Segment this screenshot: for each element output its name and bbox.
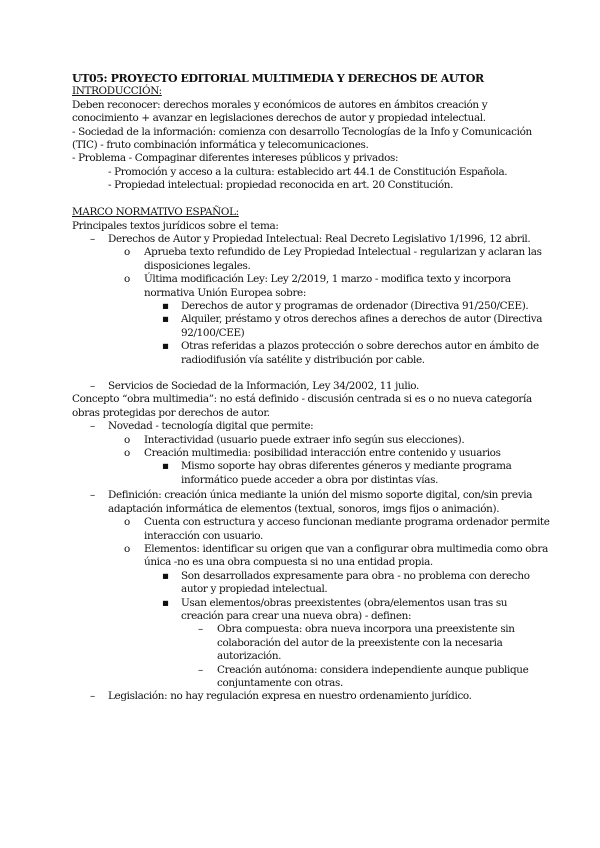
list-item-text: Novedad - tecnología digital que permite: <box>108 420 314 433</box>
list-item-text: Otras referidas a plazos protección o sobre derechos autor en ámbito de radiodifusión vía satélite y distribución por cable. <box>181 340 539 366</box>
list-item-text: Cuenta con estructura y acceso funcionan mediante programa ordenador permite interacción con usuario. <box>144 516 550 542</box>
list-item <box>72 300 552 313</box>
list-item <box>72 233 552 246</box>
list-item-text: Creación multimedia: posibilidad interacción entre contenido y usuarios <box>144 447 501 460</box>
square-bullet: ▪ <box>162 596 169 609</box>
list-item-text: Legislación: no hay regulación expresa en nuestro ordenamiento jurídico. <box>108 690 472 703</box>
list-item <box>72 664 552 691</box>
circle-bullet: o <box>124 433 130 446</box>
list-item <box>72 460 552 487</box>
list-item <box>72 313 552 340</box>
intro-line: - Sociedad de la información: comienza con desarrollo Tecnologías de la Info y Comunicación <box>72 125 532 138</box>
marco-intro: Principales textos jurídicos sobre el tema: <box>72 219 279 232</box>
circle-bullet: o <box>124 273 130 286</box>
intro-subline: - Promoción y acceso a la cultura: establecido art 44.1 de Constitución Española. <box>108 165 508 178</box>
list-item-text: Interactividad (usuario puede extraer info según sus elecciones). <box>144 433 465 446</box>
list-item <box>72 434 552 447</box>
list-item <box>72 690 552 703</box>
list-item <box>72 489 552 516</box>
square-bullet: ▪ <box>162 300 169 312</box>
list-item-text: Creación autónoma: considera independiente aunque publique conjuntamente con otras. <box>217 663 529 689</box>
circle-bullet: o <box>124 246 130 259</box>
list-item <box>72 273 552 300</box>
list-item <box>72 420 552 433</box>
square-bullet: ▪ <box>162 569 169 582</box>
list-item <box>72 516 552 543</box>
list-item-text: Aprueba texto refundido de Ley Propiedad Intelectual - regularizan y aclaran las disposiciones legales. <box>144 246 542 272</box>
list-item-text: Servicios de Sociedad de la Información, Ley 34/2002, 11 julio. <box>108 380 419 393</box>
list-item <box>72 543 552 570</box>
page-title: UT05: PROYECTO EDITORIAL MULTIMEDIA Y DERECHOS DE AUTOR <box>72 72 484 85</box>
intro-line: conocimiento + avanzar en legislaciones derechos de autor y propiedad intelectual. <box>72 112 486 125</box>
list-item-text: Son desarrollados expresamente para obra - no problema con derecho autor y propiedad intelectual. <box>181 569 530 596</box>
list-item-text: Última modificación Ley: Ley 2/2019, 1 marzo - modifica texto y incorpora normativa Unión Europea sobre: <box>144 273 511 299</box>
dash-bullet: – <box>90 232 95 245</box>
square-bullet: ▪ <box>162 313 169 326</box>
intro-subline: - Propiedad intelectual: propiedad reconocida en art. 20 Constitución. <box>108 179 454 192</box>
intro-line: - Problema - Compaginar diferentes intereses públicos y privados: <box>72 152 399 165</box>
dash-bullet: – <box>90 690 95 703</box>
list-item-text: Usan elementos/obras preexistentes (obra/elementos usan tras su creación para crear una nueva obra) - definen: <box>181 596 508 622</box>
dash-bullet: – <box>90 380 95 393</box>
concepto-line: Concepto “obra multimedia”: no está definido - discusión centrada si es o no nueva categoría obras protegidas por derechos de autor. <box>72 393 532 419</box>
marco-heading: MARCO NORMATIVO ESPAÑOL: <box>72 206 239 219</box>
list-item-text: Derechos de autor y programas de ordenador (Directiva 91/250/CEE). <box>181 300 529 312</box>
list-item <box>72 380 552 393</box>
dash-bullet: – <box>90 489 95 502</box>
list-item <box>72 340 552 367</box>
list-item <box>72 597 552 624</box>
dash-bullet: – <box>198 623 203 636</box>
dash-bullet: – <box>90 420 95 433</box>
list-item <box>72 570 552 597</box>
list-item-text: Obra compuesta: obra nueva incorpora una preexistente sin colaboración del autor de la preexistente con la necesaria autorización. <box>217 623 515 663</box>
list-item-text: Derechos de Autor y Propiedad Intelectual: Real Decreto Legislativo 1/1996, 12 abril. <box>108 232 531 245</box>
list-item <box>72 623 552 663</box>
circle-bullet: o <box>124 542 130 555</box>
list-item <box>72 246 552 273</box>
intro-line: Deben reconocer: derechos morales y económicos de autores en ámbitos creación y <box>72 98 488 111</box>
list-item <box>72 447 552 460</box>
circle-bullet: o <box>124 516 130 529</box>
circle-bullet: o <box>124 447 130 460</box>
list-item-text: Mismo soporte hay obras diferentes géneros y mediante programa informático puede acceder a obra por distintas vías. <box>181 460 512 486</box>
square-bullet: ▪ <box>162 460 169 473</box>
intro-line: (TIC) - fruto combinación informática y telecomunicaciones. <box>72 139 369 152</box>
document-body <box>72 68 552 704</box>
dash-bullet: – <box>198 663 203 676</box>
list-item-text: Definición: creación única mediante la unión del mismo soporte digital, con/sin previa adaptación informática de elementos (textual, sonoros, imgs fijos o animación). <box>108 489 533 515</box>
square-bullet: ▪ <box>162 340 169 353</box>
intro-heading: INTRODUCCIÓN: <box>72 85 162 98</box>
list-item-text: Elementos: identificar su origen que van a configurar obra multimedia como obra única -no es una obra compuesta si no una entidad propia. <box>144 542 548 569</box>
list-item-text: Alquiler, préstamo y otros derechos afines a derechos de autor (Directiva 92/100/CEE) <box>181 313 543 339</box>
